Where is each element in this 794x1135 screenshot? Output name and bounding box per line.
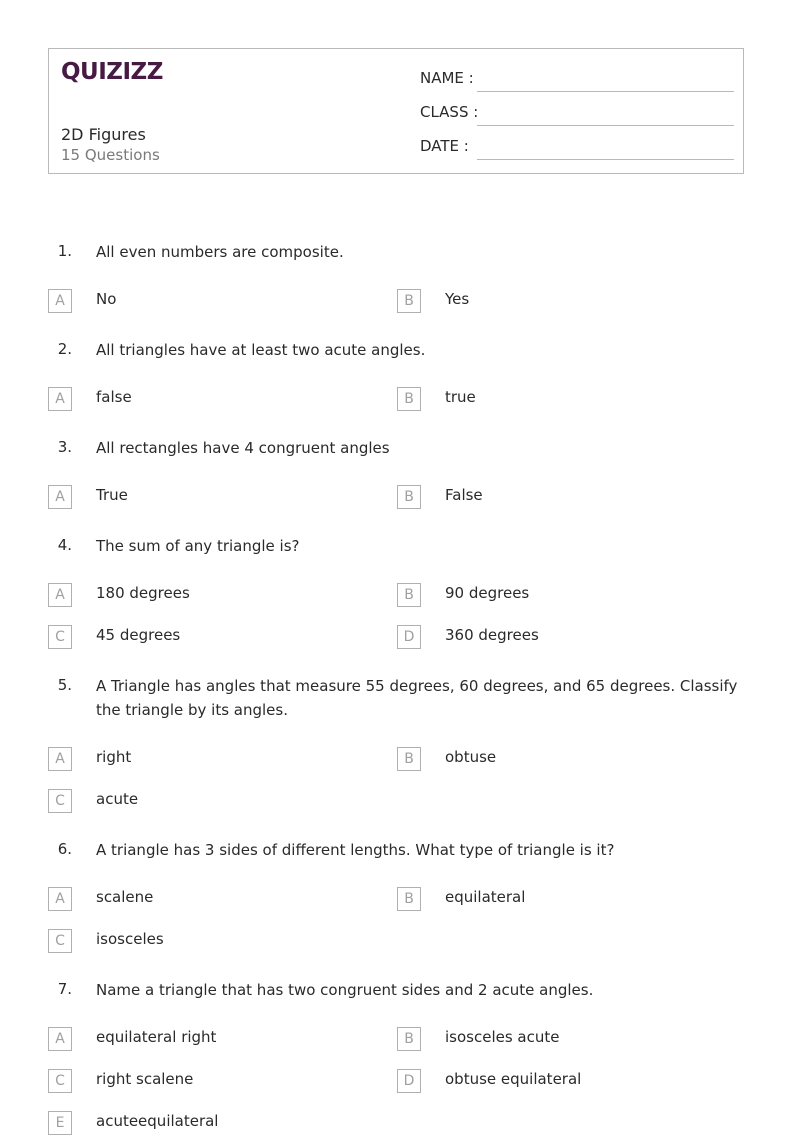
option-letter-box: C bbox=[48, 625, 72, 649]
option-text: equilateral right bbox=[96, 1028, 217, 1046]
option-text: true bbox=[445, 388, 476, 406]
option-letter-box: A bbox=[48, 387, 72, 411]
option-letter-box: D bbox=[397, 625, 421, 649]
class-field[interactable] bbox=[420, 103, 734, 127]
question-text: All even numbers are composite. bbox=[96, 243, 344, 261]
option-letter-box: B bbox=[397, 289, 421, 313]
option-letter-box: B bbox=[397, 583, 421, 607]
option-text: acute bbox=[96, 790, 139, 808]
question-text: The sum of any triangle is? bbox=[96, 537, 300, 555]
option-letter-box: A bbox=[48, 583, 72, 607]
option-letter-box: C bbox=[48, 789, 72, 813]
option-text: 360 degrees bbox=[445, 626, 539, 644]
option-text: No bbox=[96, 290, 117, 308]
option-letter-box: B bbox=[397, 747, 421, 771]
option-text: obtuse equilateral bbox=[445, 1070, 582, 1088]
option-text: right bbox=[96, 748, 132, 766]
option-text: false bbox=[96, 388, 132, 406]
question-count: 15 Questions bbox=[61, 146, 160, 164]
name-field[interactable] bbox=[420, 69, 734, 93]
option-letter-box: A bbox=[48, 887, 72, 911]
worksheet-header bbox=[48, 48, 744, 174]
option-letter-box: B bbox=[397, 387, 421, 411]
option-letter-box: E bbox=[48, 1111, 72, 1135]
option-text: right scalene bbox=[96, 1070, 194, 1088]
question-number: 1. bbox=[57, 242, 72, 260]
question-text: A Triangle has angles that measure 55 degrees, 60 degrees, and 65 degrees. Classify the triangle by its angles. bbox=[96, 677, 738, 719]
question-text: All triangles have at least two acute angles. bbox=[96, 341, 426, 359]
class-line[interactable] bbox=[477, 125, 734, 126]
option-letter-box: B bbox=[397, 485, 421, 509]
question-number: 2. bbox=[57, 340, 72, 358]
question-text: All rectangles have 4 congruent angles bbox=[96, 439, 390, 457]
option-text: acuteequilateral bbox=[96, 1112, 219, 1130]
worksheet-title: 2D Figures bbox=[61, 125, 146, 144]
option-text: 180 degrees bbox=[96, 584, 190, 602]
option-letter-box: A bbox=[48, 289, 72, 313]
option-text: isosceles acute bbox=[445, 1028, 560, 1046]
date-line[interactable] bbox=[477, 159, 734, 160]
question-number: 7. bbox=[57, 980, 72, 998]
option-text: isosceles bbox=[96, 930, 164, 948]
question-number: 3. bbox=[57, 438, 72, 456]
option-letter-box: A bbox=[48, 1027, 72, 1051]
question-number: 4. bbox=[57, 536, 72, 554]
question-number: 5. bbox=[57, 676, 72, 694]
option-text: True bbox=[96, 486, 128, 504]
option-text: 45 degrees bbox=[96, 626, 181, 644]
option-letter-box: B bbox=[397, 1027, 421, 1051]
option-text: False bbox=[445, 486, 483, 504]
option-letter-box: C bbox=[48, 929, 72, 953]
question-number: 6. bbox=[57, 840, 72, 858]
name-line[interactable] bbox=[477, 91, 734, 92]
class-label: CLASS : bbox=[420, 103, 479, 121]
option-text: equilateral bbox=[445, 888, 526, 906]
option-letter-box: C bbox=[48, 1069, 72, 1093]
option-letter-box: A bbox=[48, 747, 72, 771]
date-label: DATE : bbox=[420, 137, 469, 155]
option-text: scalene bbox=[96, 888, 154, 906]
question-text: Name a triangle that has two congruent sides and 2 acute angles. bbox=[96, 981, 594, 999]
option-letter-box: A bbox=[48, 485, 72, 509]
quizizz-logo: QUIZIZZ bbox=[61, 59, 163, 85]
option-letter-box: B bbox=[397, 887, 421, 911]
option-text: obtuse bbox=[445, 748, 497, 766]
name-label: NAME : bbox=[420, 69, 474, 87]
option-text: 90 degrees bbox=[445, 584, 530, 602]
option-text: Yes bbox=[445, 290, 470, 308]
option-letter-box: D bbox=[397, 1069, 421, 1093]
date-field[interactable] bbox=[420, 137, 734, 161]
question-text: A triangle has 3 sides of different lengths. What type of triangle is it? bbox=[96, 841, 615, 859]
